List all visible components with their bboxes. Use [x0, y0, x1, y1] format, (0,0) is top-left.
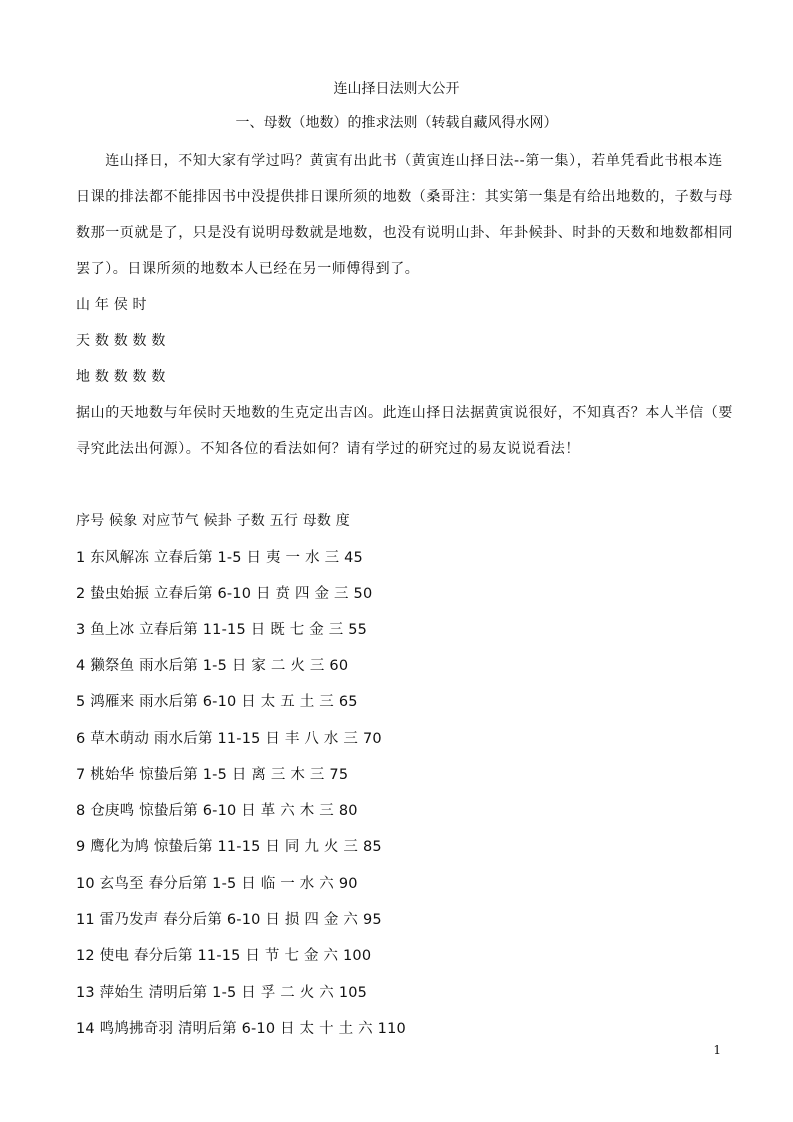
- table-row: 8 仓庚鸣 惊蛰后第 6-10 日 革 六 木 三 80: [76, 803, 358, 819]
- table-header: 序号 候象 对应节气 候卦 子数 五行 母数 度: [76, 513, 350, 529]
- grid-line: 地 数 数 数 数: [76, 369, 166, 385]
- outro-line: 据山的天地数与年侯时天地数的生克定出吉凶。此连山择日法据黄寅说很好，不知真否？本人半信（要: [76, 405, 733, 421]
- page-number: 1: [713, 1043, 721, 1057]
- table-row: 13 萍始生 清明后第 1-5 日 孚 二 火 六 105: [76, 985, 368, 1001]
- table-row: 14 鸣鸠拂奇羽 清明后第 6-10 日 太 十 土 六 110: [76, 1021, 406, 1037]
- table-row: 6 草木萌动 雨水后第 11-15 日 丰 八 水 三 70: [76, 731, 382, 747]
- table-row: 3 鱼上冰 立春后第 11-15 日 既 七 金 三 55: [76, 622, 368, 638]
- table-row: 9 鹰化为鸠 惊蛰后第 11-15 日 同 九 火 三 85: [76, 839, 382, 855]
- grid-line: 天 数 数 数 数: [76, 333, 166, 349]
- table-row: 7 桃始华 惊蛰后第 1-5 日 离 三 木 三 75: [76, 767, 349, 783]
- grid-line: 山 年 侯 时: [76, 297, 147, 313]
- intro-line: 连山择日，不知大家有学过吗？黄寅有出此书（黄寅连山择日法--第一集），若单凭看此书根本连: [76, 153, 723, 169]
- intro-line: 数那一页就是了，只是没有说明母数就是地数，也没有说明山卦、年卦候卦、时卦的天数和地数都相同: [76, 225, 733, 241]
- table-row: 10 玄鸟至 春分后第 1-5 日 临 一 水 六 90: [76, 876, 358, 892]
- outro-line: 寻究此法出何源）。不知各位的看法如何？请有学过的研究过的易友说说看法！: [76, 441, 580, 457]
- table-row: 12 使电 春分后第 11-15 日 节 七 金 六 100: [76, 948, 372, 964]
- table-row: 1 东风解冻 立春后第 1-5 日 夷 一 水 三 45: [76, 550, 363, 566]
- table-row: 11 雷乃发声 春分后第 6-10 日 损 四 金 六 95: [76, 912, 382, 928]
- intro-line: 日课的排法都不能排因书中没提供排日课所须的地数（桑哥注：其实第一集是有给出地数的，子数与母: [76, 189, 733, 205]
- table-row: 5 鸿雁来 雨水后第 6-10 日 太 五 土 三 65: [76, 694, 358, 710]
- table-row: 4 獭祭鱼 雨水后第 1-5 日 家 二 火 三 60: [76, 658, 349, 674]
- intro-line: 罢了）。日课所须的地数本人已经在另一师傅得到了。: [76, 261, 420, 277]
- doc-title: 连山择日法则大公开: [333, 81, 460, 97]
- table-row: 2 蛰虫始振 立春后第 6-10 日 贲 四 金 三 50: [76, 586, 373, 602]
- doc-subtitle: 一、母数（地数）的推求法则（转载自藏风得水网）: [235, 115, 558, 131]
